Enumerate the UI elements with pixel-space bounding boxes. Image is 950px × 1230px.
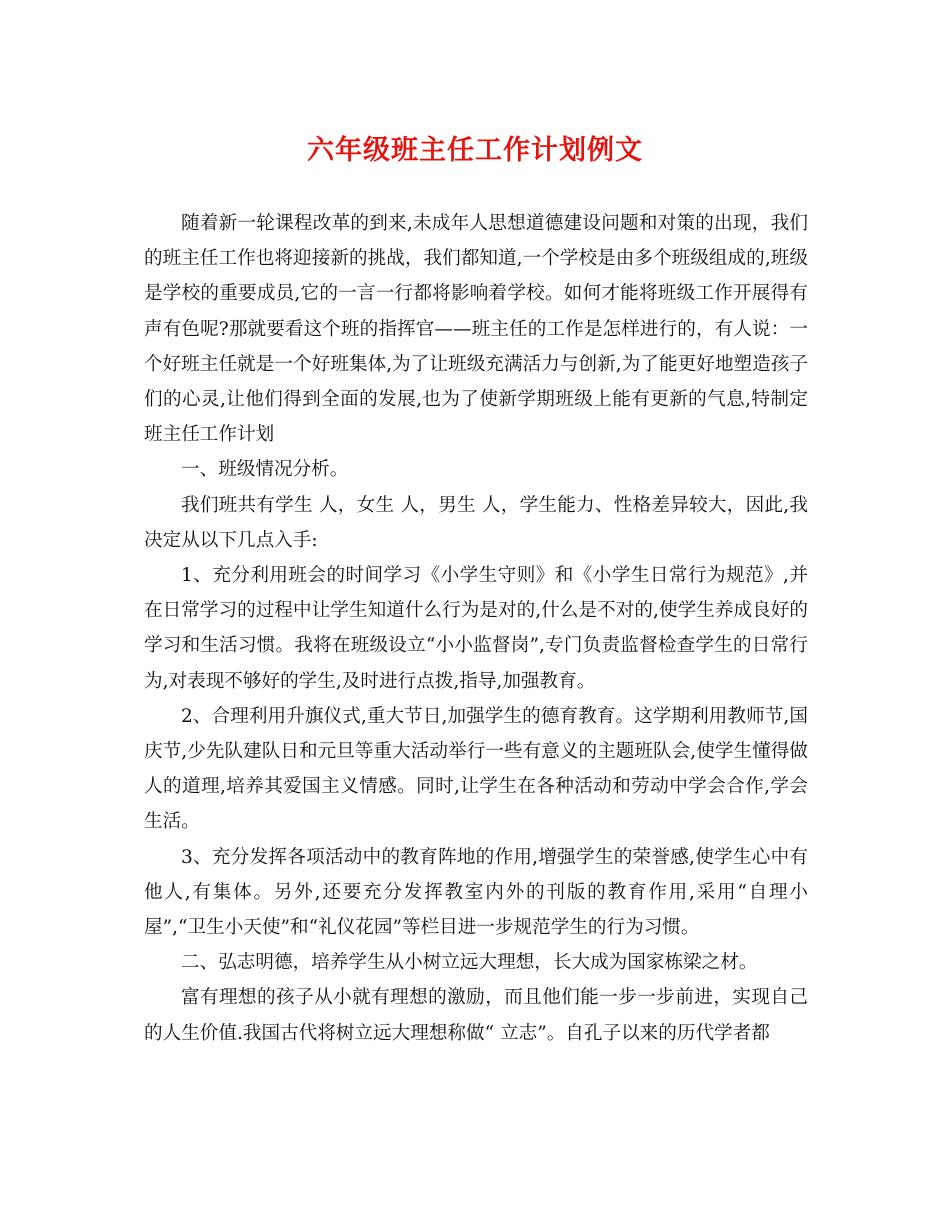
heading-class-analysis: 一、班级情况分析。: [181, 459, 349, 481]
document-title: 六年级班主任工作计划例文: [307, 135, 643, 166]
paragraph-intro: 随着新一轮课程改革的到来,未成年人思想道德建设问题和对策的出现，我们的班主任工作也将迎接新的挑战，我们都知道,一个学校是由多个班级组成的,班级是学校的重要成员,它的一言一行都将影响着学校。如何才能将班级工作开展得有声有色呢?那就要看这个班的指挥官——班主任的工作是怎样进行的，有人说：一个好班主任就是一个好班集体,为了让班级充满活力与创新,为了能更好地塑造孩子们的心灵,让他们得到全面的发展,也为了使新学期班级上能有更新的气息,特制定班主任工作计划: [144, 213, 808, 446]
document-body: [144, 206, 808, 1051]
paragraph-item-3: 3、充分发挥各项活动中的教育阵地的作用,增强学生的荣誉感,使学生心中有他人,有集体。另外,还要充分发挥教室内外的刊版的教育作用,采用“自理小屋”,“卫生小天使”和“礼仪花园”等栏目进一步规范学生的行为习惯。: [144, 846, 808, 939]
paragraph-ideals: 富有理想的孩子从小就有理想的激励，而且他们能一步一步前进，实现自己的人生价值.我国古代将树立远大理想称做“ 立志”。自孔子以来的历代学者都: [144, 987, 808, 1044]
paragraph-item-2: 2、合理利用升旗仪式,重大节日,加强学生的德育教育。这学期利用教师节,国庆节,少先队建队日和元旦等重大活动举行一些有意义的主题班队会,使学生懂得做人的道理,培养其爱国主义情感。同时,让学生在各种活动和劳动中学会合作,学会生活。: [144, 705, 808, 833]
paragraph-item-1: 1、充分利用班会的时间学习《小学生守则》和《小学生日常行为规范》,并在日常学习的过程中让学生知道什么行为是对的,什么是不对的,使学生养成良好的学习和生活习惯。我将在班级设立“小小监督岗”,专门负责监督检查学生的日常行为,对表现不够好的学生,及时进行点拨,指导,加强教育。: [144, 565, 808, 692]
heading-ideals: 二、弘志明德，培养学生从小树立远大理想，长大成为国家栋梁之材。: [181, 952, 758, 974]
paragraph-class-overview: 我们班共有学生 人，女生 人，男生 人，学生能力、性格差异较大，因此,我决定从以下几点入手:: [144, 494, 808, 551]
